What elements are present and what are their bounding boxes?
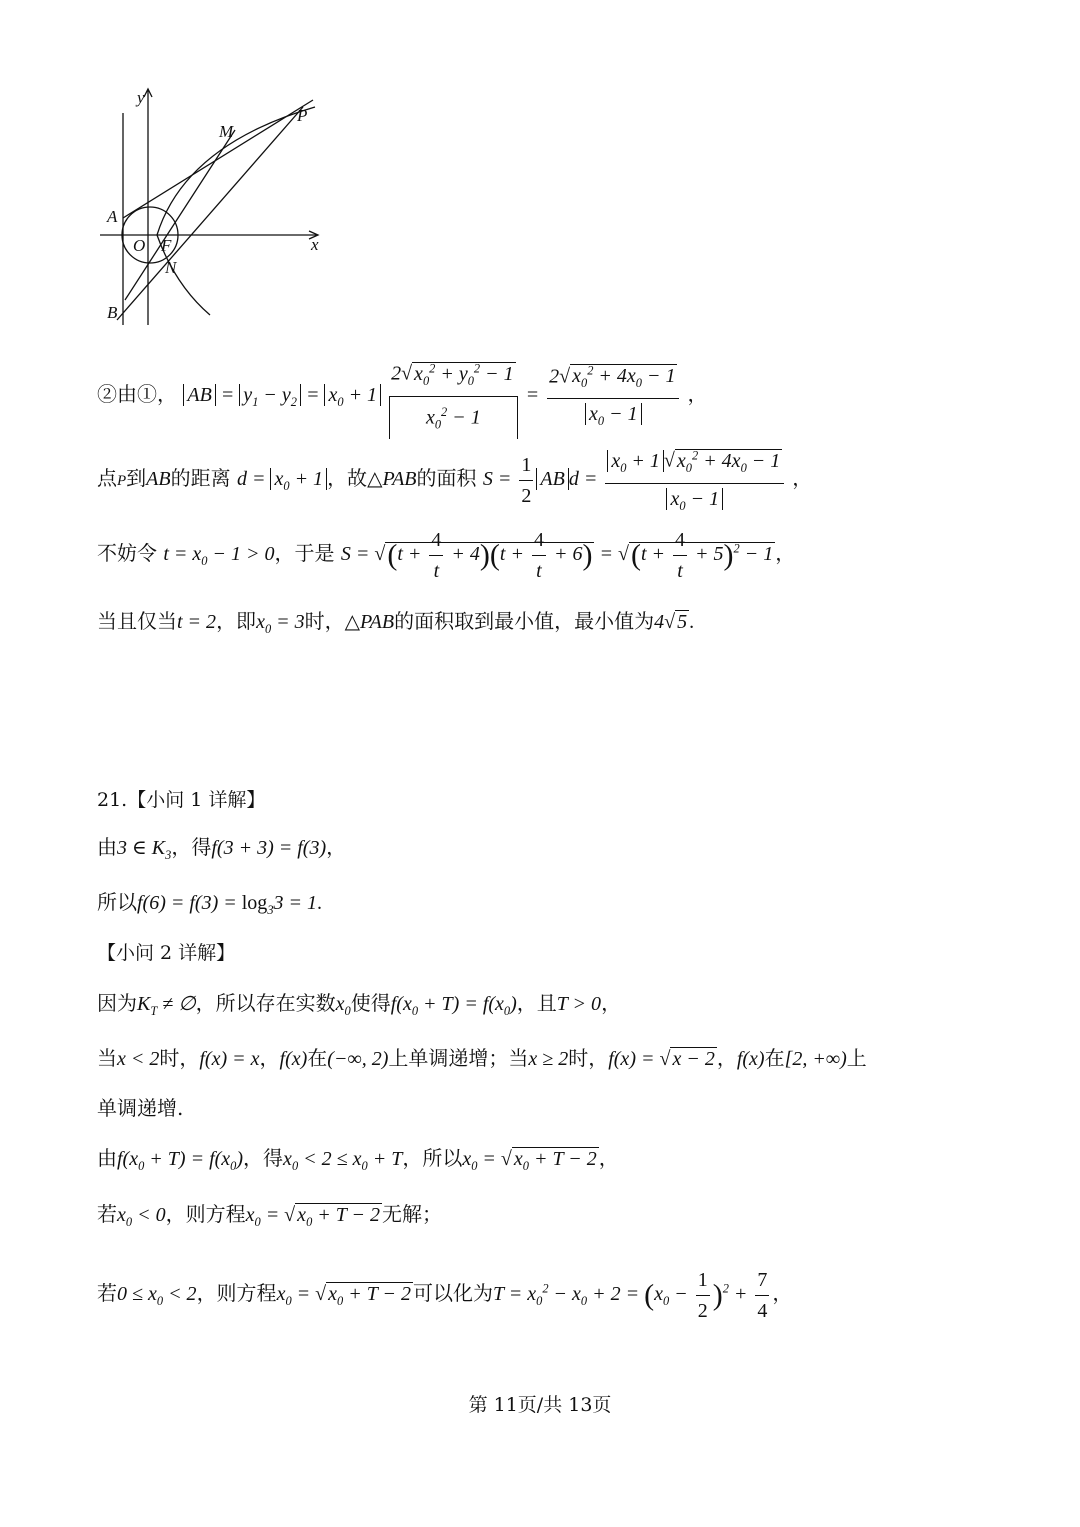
q21-part2-line6: 若$0 \le x_0 < 2$，则方程$x_0$ = √ $x_0 + T - 2$ 可以化为$T = x_0^2 - x_0 + 2 = (x_0$ − $\frac{1}{2}$ )$^2$ + $\frac{7}{4}$ ， <box>97 1265 792 1326</box>
conic-diagram <box>95 85 335 330</box>
q21-part2-line3: 单调递增. <box>97 1096 184 1120</box>
label-P: P <box>297 106 308 125</box>
geometry-figure <box>95 85 335 330</box>
label-N: N <box>165 258 177 277</box>
label-A: A <box>107 207 118 226</box>
q21-line1: 由3 ∈ $K_3$，得f(3 + 3) = f(3)， <box>97 835 347 862</box>
label-O: O <box>133 236 146 255</box>
q21-part2-line5: 若$x_0 < 0$，则方程$x_0$ = √ $x_0 + T - 2$ 无解； <box>97 1202 443 1229</box>
page-footer: 第 11页/共 13页 <box>468 1394 612 1416</box>
label-x: x <box>311 235 319 254</box>
label-F: F <box>161 236 172 255</box>
label-M: M <box>219 122 234 141</box>
fraction: $\frac{2√ x_0^2 + 4x_0 - 1}{x_0 - 1}$ <box>547 356 679 437</box>
solution-line-ab: ②由①， AB = $y_1 - y_2 = x_0 + 1$ $\frac{2√ x_0^2 + y_0^2 - 1}{x_0^2 - 1}$ = $\frac{2√ x_0^2 + 4x_0 - 1}{x_0 - 1}$ ， <box>97 353 707 439</box>
solution-line-substitution: 不妨令 $t = x_0 - 1 > 0$，于是 S = √(t + $\frac{4}{t}$ + 4)(t + $\frac{4}{t}$ + 6) = √(t + $\frac{4}{t}$ + 5)$^2$ − 1 ， <box>97 525 795 586</box>
q21-part2-heading: 【小问 2 详解】 <box>97 942 236 964</box>
q21-part2-line1: 因为$K_T$ ≠ ∅，所以存在实数$x_0$使得$f(x_0 + T) = f(x_0)$，且T > 0， <box>97 991 622 1018</box>
q21-part2-line2: 当x < 2时，f(x) = x，f(x)在(−∞, 2)上单调递增；当x ≥ 2时，f(x) = √ x − 2 ，f(x)在[2, +∞)上 <box>97 1046 867 1070</box>
q21-part2-line4: 由$f(x_0 + T) = f(x_0)$，得$x_0 < 2 \le x_0 + T$，所以$x_0$ = √ $x_0 + T - 2$ ， <box>97 1146 619 1173</box>
label-B: B <box>107 303 118 322</box>
q21-part1-heading: 21.【小问 1 详解】 <box>97 789 266 811</box>
q21-line2: 所以$f(6) = f(3) = \log_33 = 1$. <box>97 890 323 917</box>
fraction: $\frac{2√ x_0^2 + y_0^2 - 1}{x_0^2 - 1}$ <box>389 353 518 439</box>
solution-line-minimum: 当且仅当t = 2，即$x_0 = 3$时，△PAB的面积取到最小值，最小值为4√ 5 . <box>97 609 695 636</box>
solution-line-distance: 点P到AB的距离 $d = x_0 + 1$ ，故△PAB的面积 S = $\frac{1}{2}$ AB d = $\frac{x_0 + 1 √ x_0^2 + 4x_0 - 1}{x_0 - 1}$ ， <box>97 440 812 521</box>
label-y: y <box>137 88 145 107</box>
